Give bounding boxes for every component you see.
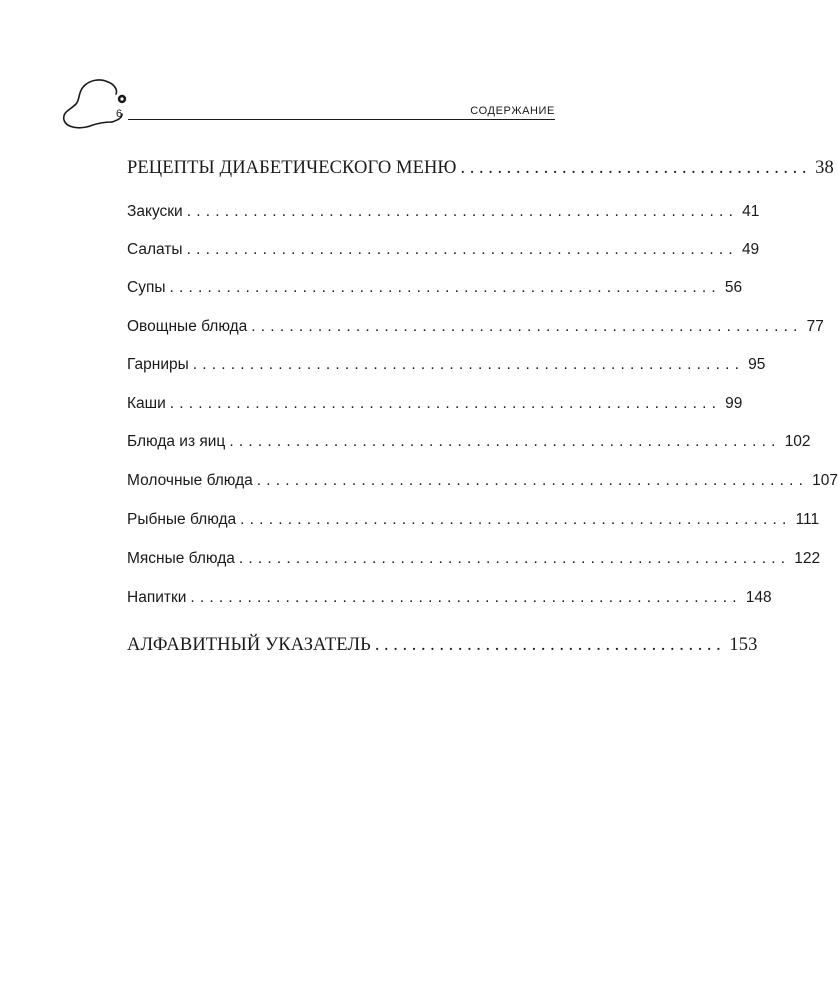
toc-entry-title: Напитки [127,589,187,606]
toc-page-number: 56 [724,279,743,296]
toc-entry[interactable] [127,549,821,569]
stethoscope-icon [56,72,146,132]
toc-entry-title: Овощные блюда [127,318,248,335]
toc-entry[interactable] [127,317,824,337]
toc-page-number: 49 [741,241,760,258]
toc-entry-title: Молочные блюда [127,472,253,489]
toc-entry[interactable] [127,394,743,414]
dot-leader: .......................................................... [251,318,803,335]
toc-entry-title: Рыбные блюда [127,511,237,528]
toc-section[interactable] [127,157,834,179]
toc-page-number: 111 [795,511,820,528]
toc-page-number: 77 [806,318,824,335]
toc-page-number: 41 [742,203,760,220]
page-number: 6 [115,108,123,120]
toc-entry[interactable] [127,471,838,491]
toc-page-number: 102 [784,433,811,450]
running-title: СОДЕРЖАНИЕ [470,105,555,117]
toc-entry[interactable] [127,355,766,375]
toc-entry[interactable] [127,432,811,452]
toc-entry-title: Гарниры [127,356,189,373]
toc-page-number: 148 [745,589,772,606]
dot-leader: .......................................................... [192,356,745,373]
dot-leader: .......................................................... [186,241,738,258]
toc-page-number: 38 [815,158,834,178]
toc-entry[interactable] [127,240,760,260]
dot-leader: .......................................................... [169,279,721,296]
dot-leader: ...................................... [374,635,726,655]
toc-section-title: АЛФАВИТНЫЙ УКАЗАТЕЛЬ [127,635,371,655]
dot-leader: .......................................................... [186,203,739,220]
dot-leader: .......................................................... [238,550,791,567]
dot-leader: ...................................... [460,158,812,178]
dot-leader: .......................................................... [256,472,809,489]
toc-page-number: 122 [794,550,821,567]
dot-leader: .......................................................... [240,511,792,528]
toc-entry[interactable] [127,588,772,608]
toc-entry[interactable] [127,278,743,298]
page-header [0,0,644,140]
toc-page-number: 153 [729,635,758,655]
dot-leader: .......................................................... [229,433,781,450]
toc-page-number: 107 [812,472,838,489]
toc-section[interactable] [127,634,758,656]
dot-leader: .......................................................... [169,395,722,412]
toc-entry-title: Каши [127,395,166,412]
toc-section-title: РЕЦЕПТЫ ДИАБЕТИЧЕСКОГО МЕНЮ [127,158,457,178]
dot-leader: .......................................................... [190,589,742,606]
toc-entry-title: Мясные блюда [127,550,235,567]
toc-entry[interactable] [127,202,760,222]
toc-entry-title: Салаты [127,241,183,258]
toc-entry-title: Супы [127,279,166,296]
toc-entry-title: Блюда из яиц [127,433,226,450]
toc-entry[interactable] [127,510,820,530]
toc-page-number: 99 [725,395,743,412]
header-divider [128,119,555,120]
toc-entry-title: Закуски [127,203,183,220]
toc-page-number: 95 [748,356,766,373]
